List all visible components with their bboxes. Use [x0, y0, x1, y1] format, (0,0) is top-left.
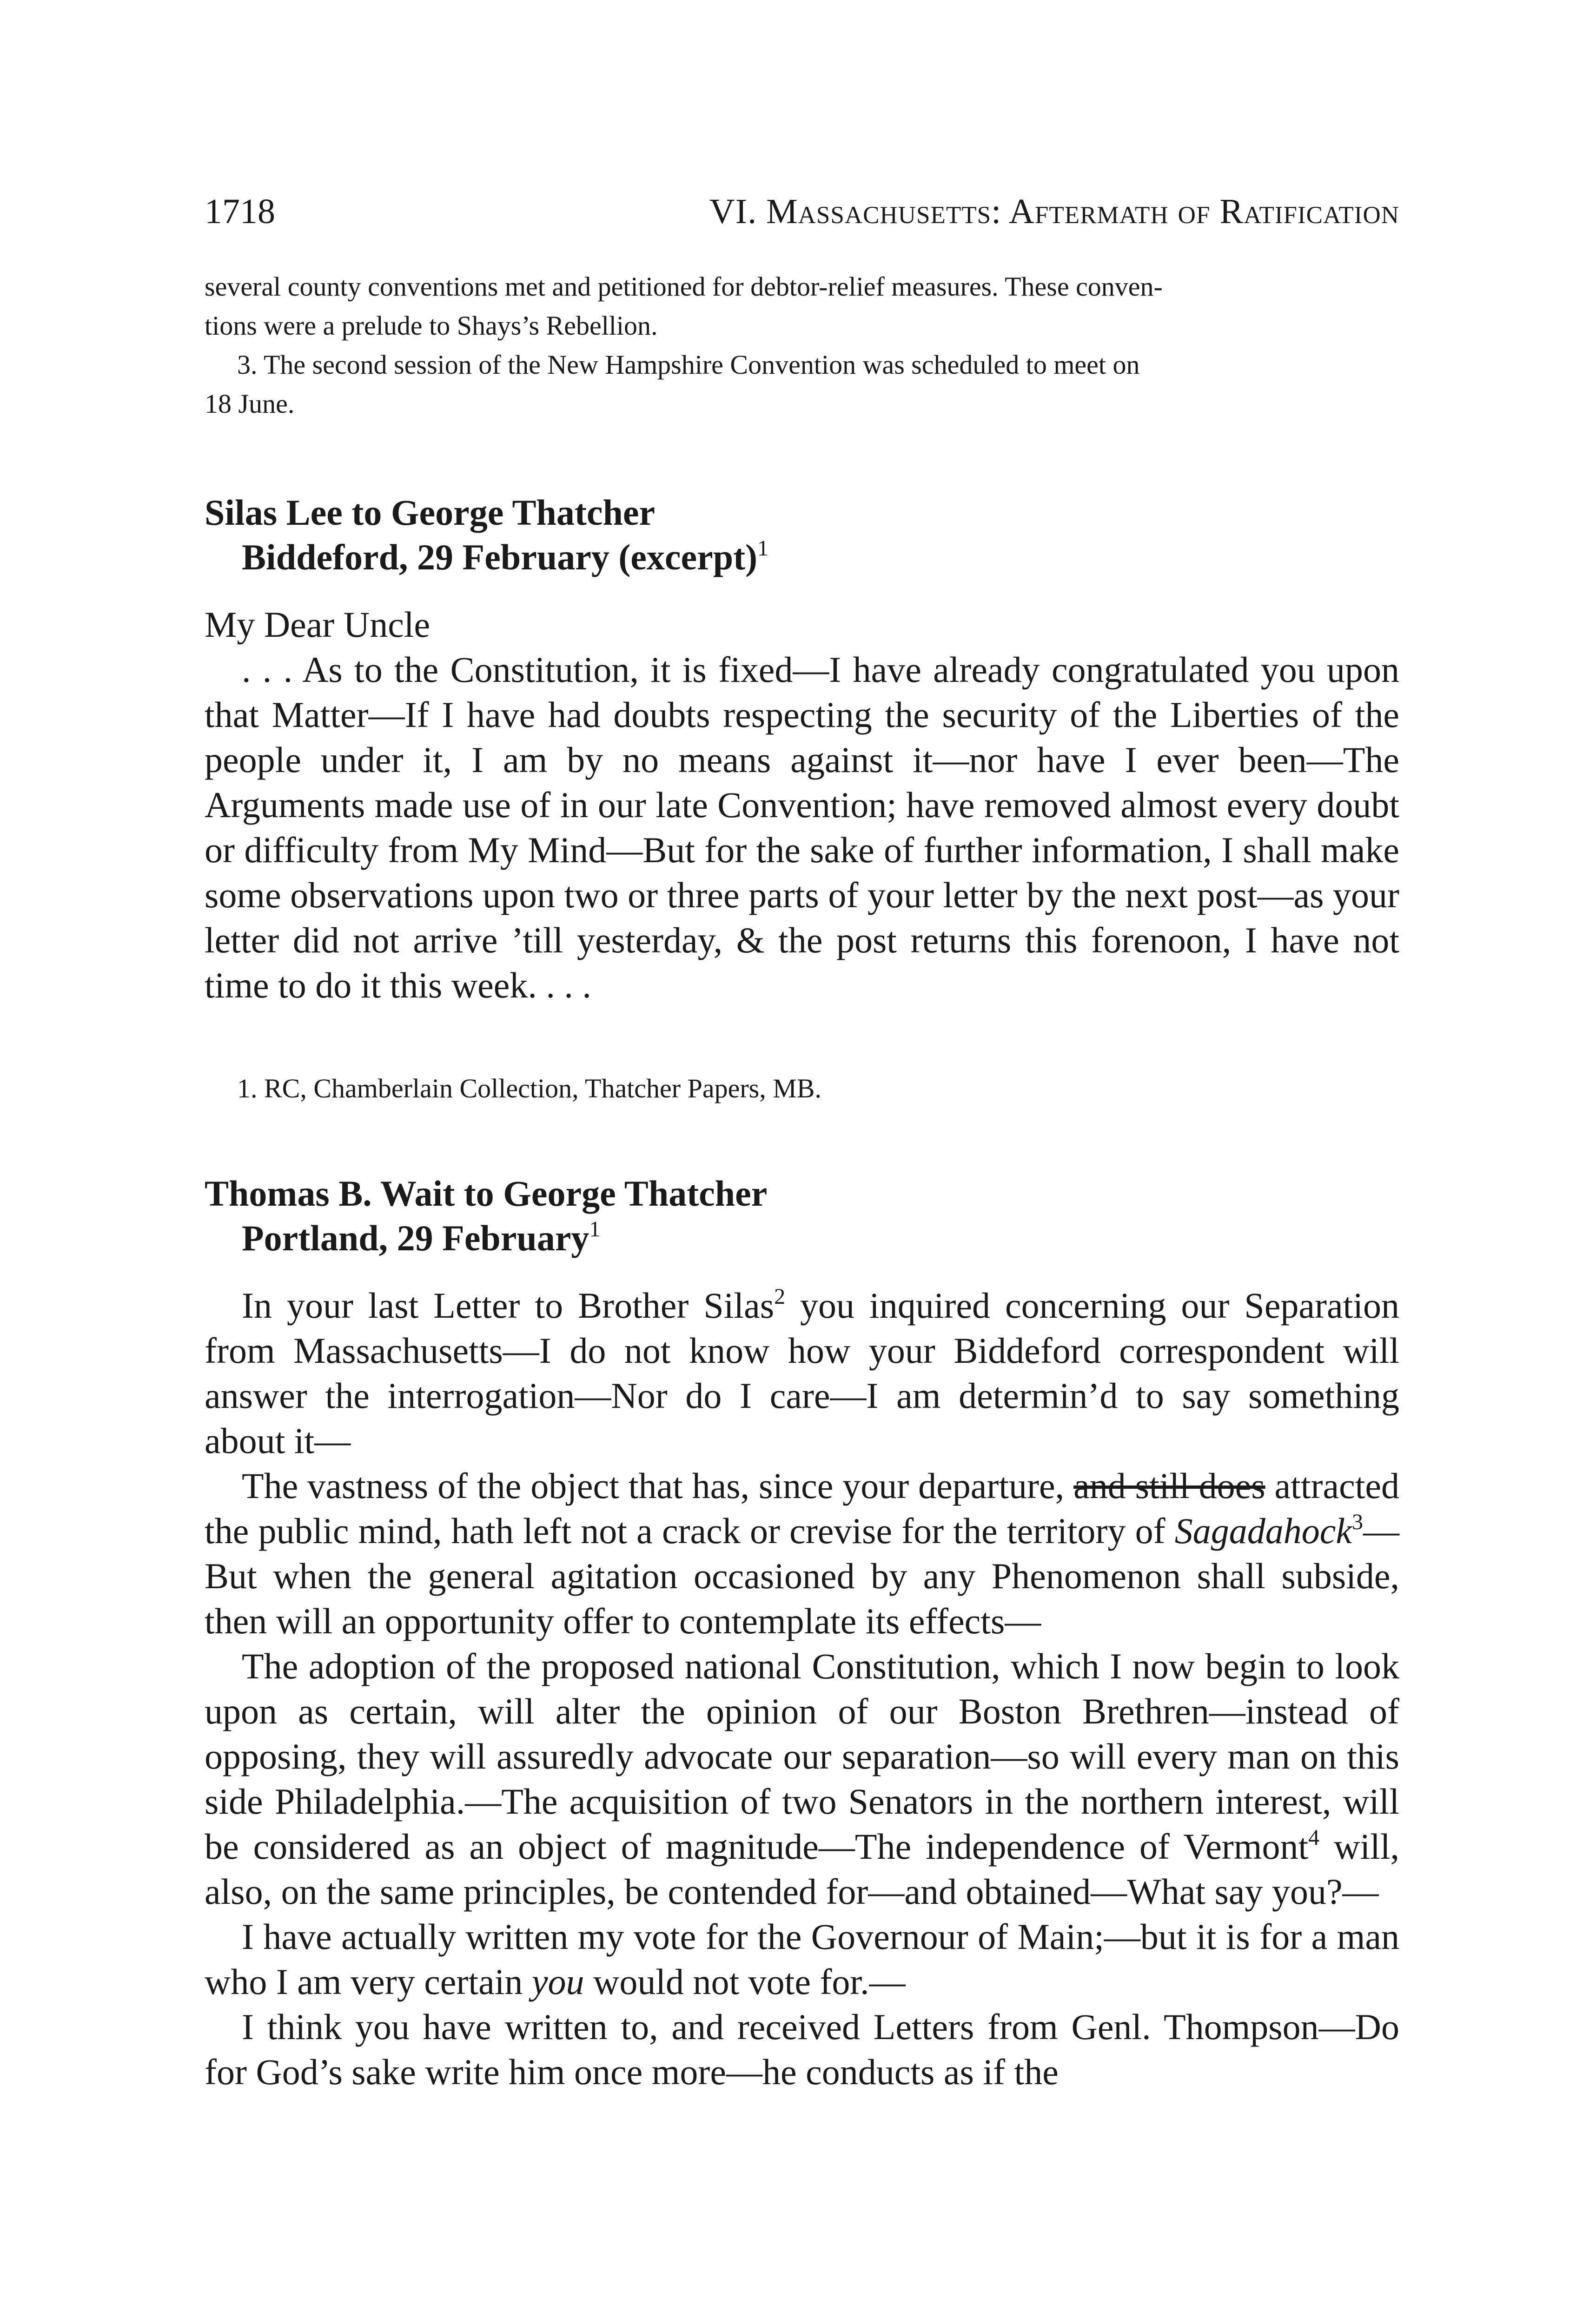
text-run: I have actually written my vote for the Governour of Main;—but it is for a man who I am very certain	[205, 1916, 1399, 2002]
letter2-paragraph-4	[205, 1914, 1399, 2004]
italic-text: you	[531, 1961, 584, 2002]
letter1-body	[205, 602, 1399, 1008]
letter1-heading	[205, 490, 768, 580]
footnote-1: 1. RC, Chamberlain Collection, Thatcher Papers, MB.	[237, 1073, 821, 1103]
page-number: 1718	[205, 192, 275, 231]
text-run: attracted the public mind, hath left not a crack or crevise for the territory of	[205, 1466, 1400, 1551]
running-head	[205, 188, 1399, 235]
footnote-ref: 1	[757, 536, 769, 561]
text-run: would not vote for.—	[584, 1961, 906, 2002]
running-title: VI. Massachusetts: Aftermath of Ratification	[709, 192, 1399, 231]
letter2-heading	[205, 1171, 767, 1261]
footnote-3-cont: 18 June.	[205, 389, 295, 419]
letter1-footnotes	[205, 1069, 1399, 1108]
letter2-paragraph-2	[205, 1463, 1399, 1644]
letter2-paragraph-3	[205, 1644, 1399, 1914]
footnote-ref: 1	[589, 1217, 601, 1241]
letter1-heading-title: Silas Lee to George Thatcher	[205, 492, 656, 533]
letter2-heading-title: Thomas B. Wait to George Thatcher	[205, 1173, 768, 1214]
footnote-ref: 3	[1352, 1510, 1363, 1534]
letter2-paragraph-1	[205, 1283, 1399, 1463]
italic-text: Sagadahock	[1174, 1511, 1352, 1551]
text-run: you inquired concerning our Separation from Massachusetts—I do not know how your Biddeford correspondent will answer the interrogation—Nor do I care—I am determin’d to say something about it—	[205, 1285, 1399, 1461]
footnote-ref: 4	[1308, 1825, 1320, 1850]
text-run: The adoption of the proposed national Constitution, which I now begin to look upon as certain, will alter the opinion of our Boston Brethren—instead of opposing, they will assuredly advocate our separation—so will every man on this side Philadelphia.—The acquisition of two Senators in the northern interest, will be considered as an object of magnitude—The independence of Vermont	[205, 1646, 1399, 1867]
footnote-3: 3. The second session of the New Hampshire Convention was scheduled to meet on	[237, 350, 1140, 380]
continued-footnotes	[205, 267, 1399, 423]
note-line: tions were a prelude to Shays’s Rebellion.	[205, 310, 658, 341]
letter2-heading-place-date: Portland, 29 February	[242, 1218, 589, 1258]
letter2-body	[205, 1283, 1399, 2094]
letter2-paragraph-5: I think you have written to, and received Letters from Genl. Thompson—Do for God’s sake write him once more—he conducts as if the	[205, 2007, 1399, 2092]
text-run: The vastness of the object that has, since your departure,	[242, 1466, 1074, 1506]
salutation: My Dear Uncle	[205, 604, 430, 645]
letter1-paragraph: . . . As to the Constitution, it is fixed—I have already congratulated you upon that Matter—If I have had doubts respecting the security of the Liberties of the people under it, I am by no means against it—nor have I ever been—The Arguments made use of in our late Convention; have removed almost every doubt or difficulty from My Mind—But for the sake of further information, I shall make some observations upon two or three parts of your letter by the next post—as your letter did not arrive ’till yesterday, & the post returns this forenoon, I have not time to do it this week. . . .	[205, 649, 1399, 1005]
struck-text: and still does	[1073, 1466, 1265, 1506]
text-run: —But when the general agitation occasioned by any Phenomenon shall subside, then will an opportunity offer to contemplate its effects—	[205, 1511, 1399, 1641]
text-run: will, also, on the same principles, be contended for—and obtained—What say you?—	[205, 1826, 1400, 1912]
note-line: several county conventions met and petitioned for debtor-relief measures. These conven-	[205, 271, 1163, 302]
text-run: In your last Letter to Brother Silas	[242, 1285, 775, 1326]
footnote-ref: 2	[774, 1284, 786, 1309]
letter1-heading-place-date: Biddeford, 29 February (excerpt)	[242, 537, 758, 577]
